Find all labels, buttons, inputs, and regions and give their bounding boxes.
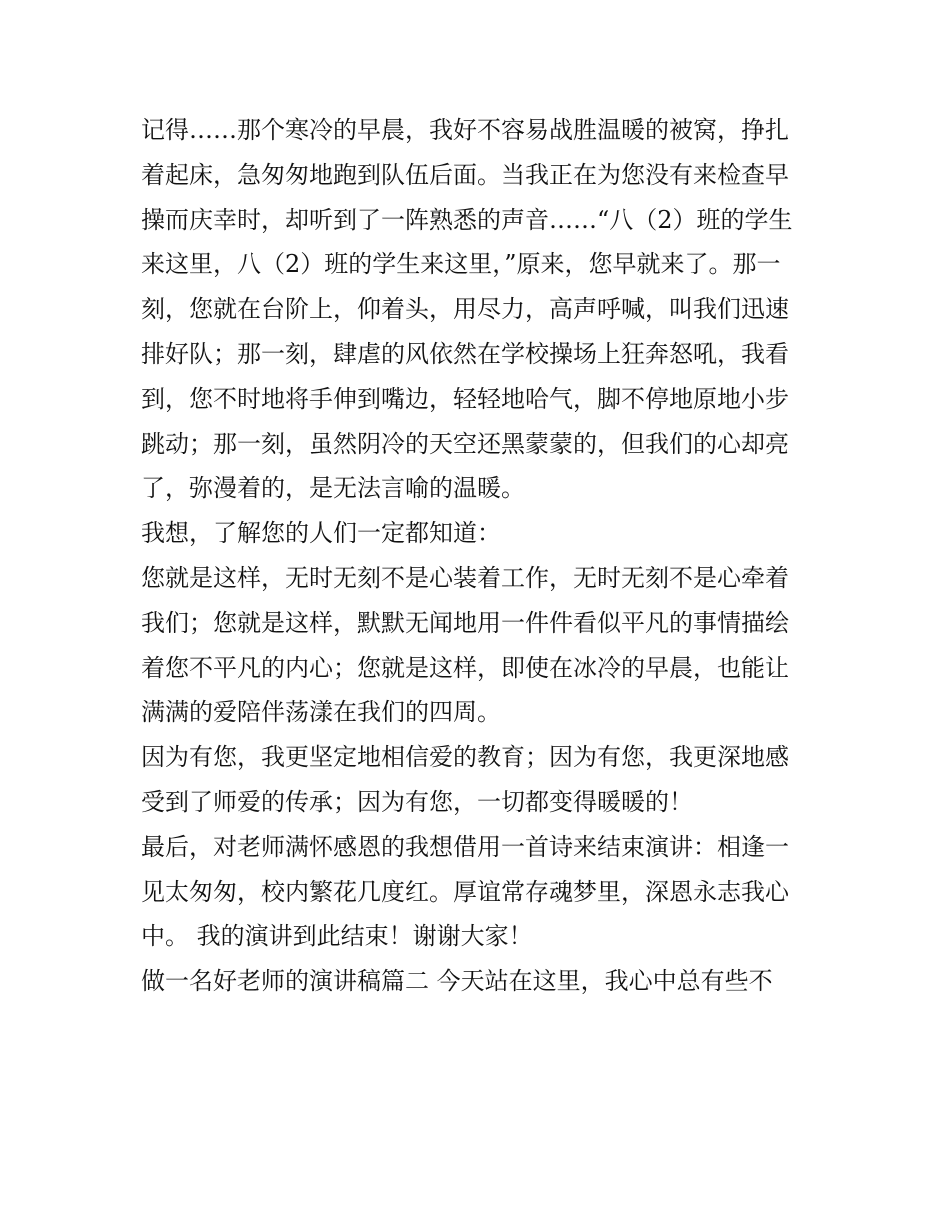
text-line: 排好队；那一刻，肆虐的风依然在学校操场上狂奔怒吼，我看 — [141, 339, 789, 368]
text-line: 来这里，八（2）班的学生来这里，”原来，您早就来了。那一 — [141, 250, 781, 279]
text-line: 最后，对老师满怀感恩的我想借用一首诗来结束演讲：相逢一 — [141, 832, 789, 861]
text-line: 做一名好老师的演讲稿篇二 今天站在这里，我心中总有些不 — [141, 967, 773, 996]
text-line: 您就是这样，无时无刻不是心装着工作，无时无刻不是心牵着 — [141, 563, 789, 592]
text-line: 见太匆匆，校内繁花几度红。厚谊常存魂梦里，深恩永志我心 — [141, 877, 789, 906]
text-line: 到，您不时地将手伸到嘴边，轻轻地哈气，脚不停地原地小步 — [141, 384, 789, 413]
text-line: 因为有您，我更坚定地相信爱的教育；因为有您，我更深地感 — [141, 743, 789, 772]
text-line: 记得……那个寒冷的早晨，我好不容易战胜温暖的被窝，挣扎 — [141, 116, 789, 144]
text-line: 跳动；那一刻，虽然阴冷的天空还黑蒙蒙的，但我们的心却亮 — [141, 429, 789, 458]
text-line: 着您不平凡的内心；您就是这样，即使在冰冷的早晨，也能让 — [141, 653, 789, 682]
text-line: 着起床，急匆匆地跑到队伍后面。当我正在为您没有来检查早 — [141, 160, 789, 189]
text-line: 满满的爱陪伴荡漾在我们的四周。 — [141, 698, 501, 727]
text-line: 刻，您就在台阶上，仰着头，用尽力，高声呼喊，叫我们迅速 — [141, 295, 789, 324]
body-text — [141, 108, 821, 1004]
text-line: 操而庆幸时，却听到了一阵熟悉的声音……“八（2）班的学生 — [141, 205, 793, 234]
text-line: 了，弥漫着的，是无法言喻的温暖。 — [141, 474, 525, 503]
text-line: 我想，了解您的人们一定都知道： — [141, 519, 501, 548]
text-line: 中。 我的演讲到此结束！谢谢大家！ — [141, 922, 533, 951]
text-line: 受到了师爱的传承；因为有您，一切都变得暖暖的！ — [141, 787, 693, 816]
text-line: 我们；您就是这样，默默无闻地用一件件看似平凡的事情描绘 — [141, 608, 789, 637]
